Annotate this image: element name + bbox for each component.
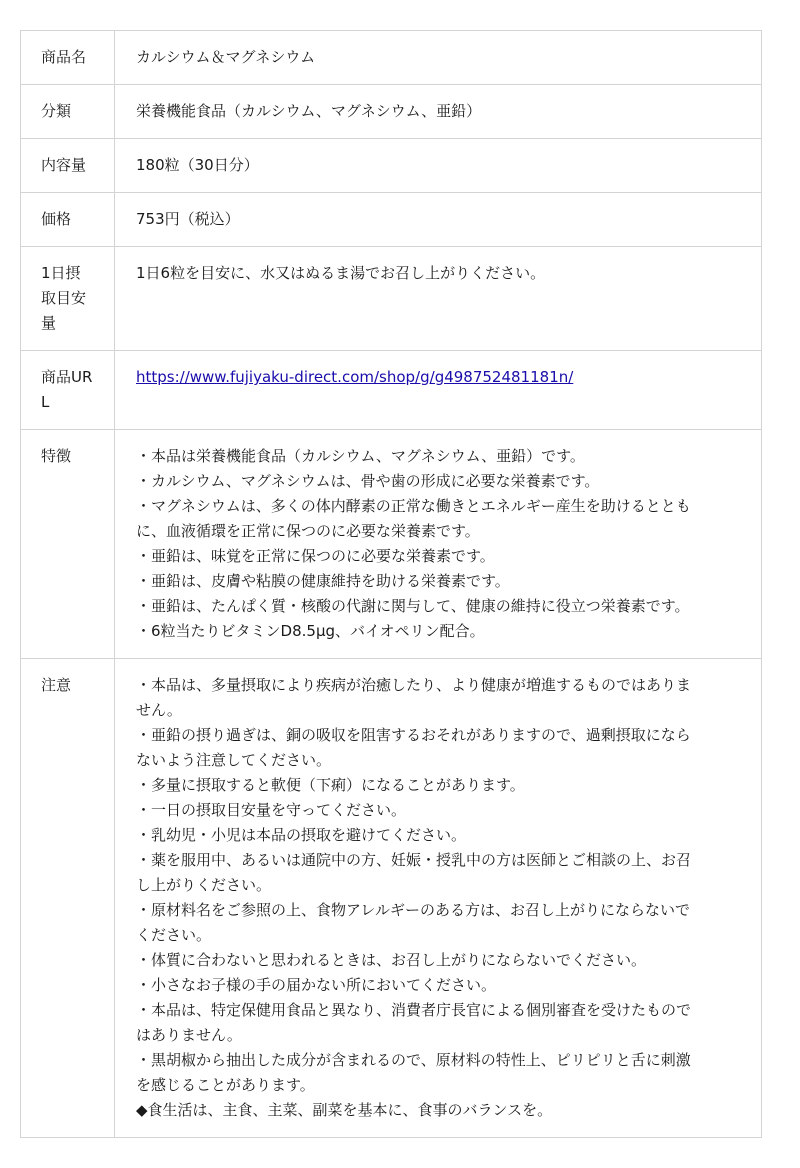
caution-line: せん。 [136,701,182,719]
caution-line: ・本品は、特定保健用食品と異なり、消費者庁長官による個別審査を受けたもので [136,1001,692,1019]
feature-line: ・亜鉛は、味覚を正常に保つのに必要な栄養素です。 [136,547,495,565]
row-product-url [21,351,762,430]
volume-value: 180粒（30日分） [136,156,259,174]
caution-line: ・一日の摂取目安量を守ってください。 [136,801,407,819]
label-cell [21,85,115,139]
value-cell [115,85,762,139]
label-cell [21,193,115,247]
features-label: 特徴 [41,447,72,465]
value-cell [115,430,762,659]
label-cell [21,351,115,430]
feature-line: ・マグネシウムは、多くの体内酵素の正常な働きとエネルギー産生を助けるととも [136,497,691,515]
dosage-value: 1日6粒を目安に、水又はぬるま湯でお召し上がりください。 [136,264,546,282]
feature-line: ・本品は栄養機能食品（カルシウム、マグネシウム、亜鉛）です。 [136,447,585,465]
value-wrapper [115,351,761,404]
dosage-label: 1日摂取目安量 [41,264,87,332]
label-cell [21,139,115,193]
caution-line: ◆食生活は、主食、主菜、副菜を基本に、食事のバランスを。 [136,1101,553,1119]
label-cell [21,31,115,85]
label-cell [21,659,115,1138]
product-spec-table [20,30,762,1138]
category-value: 栄養機能食品（カルシウム、マグネシウム、亜鉛） [136,102,482,120]
price-label: 価格 [41,210,72,228]
row-caution [21,659,762,1138]
feature-line: に、血液循環を正常に保つのに必要な栄養素です。 [136,522,480,540]
volume-label: 内容量 [41,156,87,174]
caution-line: はありません。 [136,1026,242,1044]
product-url-label: 商品URL [41,368,93,411]
value-cell [115,659,762,1138]
row-category [21,85,762,139]
feature-line: ・カルシウム、マグネシウムは、骨や歯の形成に必要な栄養素です。 [136,472,600,490]
caution-line: ・原材料名をご参照の上、食物アレルギーのある方は、お召し上がりにならないで [136,901,691,919]
value-cell [115,139,762,193]
label-cell [21,247,115,351]
label-cell [21,430,115,659]
value-cell [115,31,762,85]
caution-line: ください。 [136,926,212,944]
row-dosage [21,247,762,351]
feature-line: ・亜鉛は、皮膚や粘膜の健康維持を助ける栄養素です。 [136,572,510,590]
row-features [21,430,762,659]
row-volume [21,139,762,193]
caution-line: ・亜鉛の摂り過ぎは、銅の吸収を阻害するおそれがありますので、過剰摂取になら [136,726,691,744]
caution-line: ・小さなお子様の手の届かない所においてください。 [136,976,497,994]
feature-line: ・亜鉛は、たんぱく質・核酸の代謝に関与して、健康の維持に役立つ栄養素です。 [136,597,690,615]
category-label: 分類 [41,102,72,120]
value-cell [115,351,762,430]
caution-line: ・薬を服用中、あるいは通院中の方、妊娠・授乳中の方は医師とご相談の上、お召 [136,851,692,869]
caution-list [115,659,761,1137]
price-value: 753円（税込） [136,210,240,228]
caution-line: ・体質に合わないと思われるときは、お召し上がりにならないでください。 [136,951,647,969]
caution-line: ・黒胡椒から抽出した成分が含まれるので、原材料の特性上、ピリピリと舌に刺激 [136,1051,691,1069]
caution-line: ないよう注意してください。 [136,751,332,769]
product-url-link[interactable]: https://www.fujiyaku-direct.com/shop/g/g498752481181n/ [136,368,574,386]
product-name-label: 商品名 [41,48,87,66]
caution-line: ・本品は、多量摂取により疾病が治癒したり、より健康が増進するものではありま [136,676,692,694]
row-product-name [21,31,762,85]
caution-line: し上がりください。 [136,876,272,894]
value-cell [115,193,762,247]
features-list [115,430,761,658]
row-price [21,193,762,247]
feature-line: ・6粒当たりビタミンD8.5μg、バイオペリン配合。 [136,622,485,640]
caution-line: を感じることがあります。 [136,1076,315,1094]
caution-line: ・乳幼児・小児は本品の摂取を避けてください。 [136,826,467,844]
caution-line: ・多量に摂取すると軟便（下痢）になることがあります。 [136,776,525,794]
value-cell [115,247,762,351]
product-name-value: カルシウム＆マグネシウム [136,48,316,66]
caution-label: 注意 [41,676,72,694]
